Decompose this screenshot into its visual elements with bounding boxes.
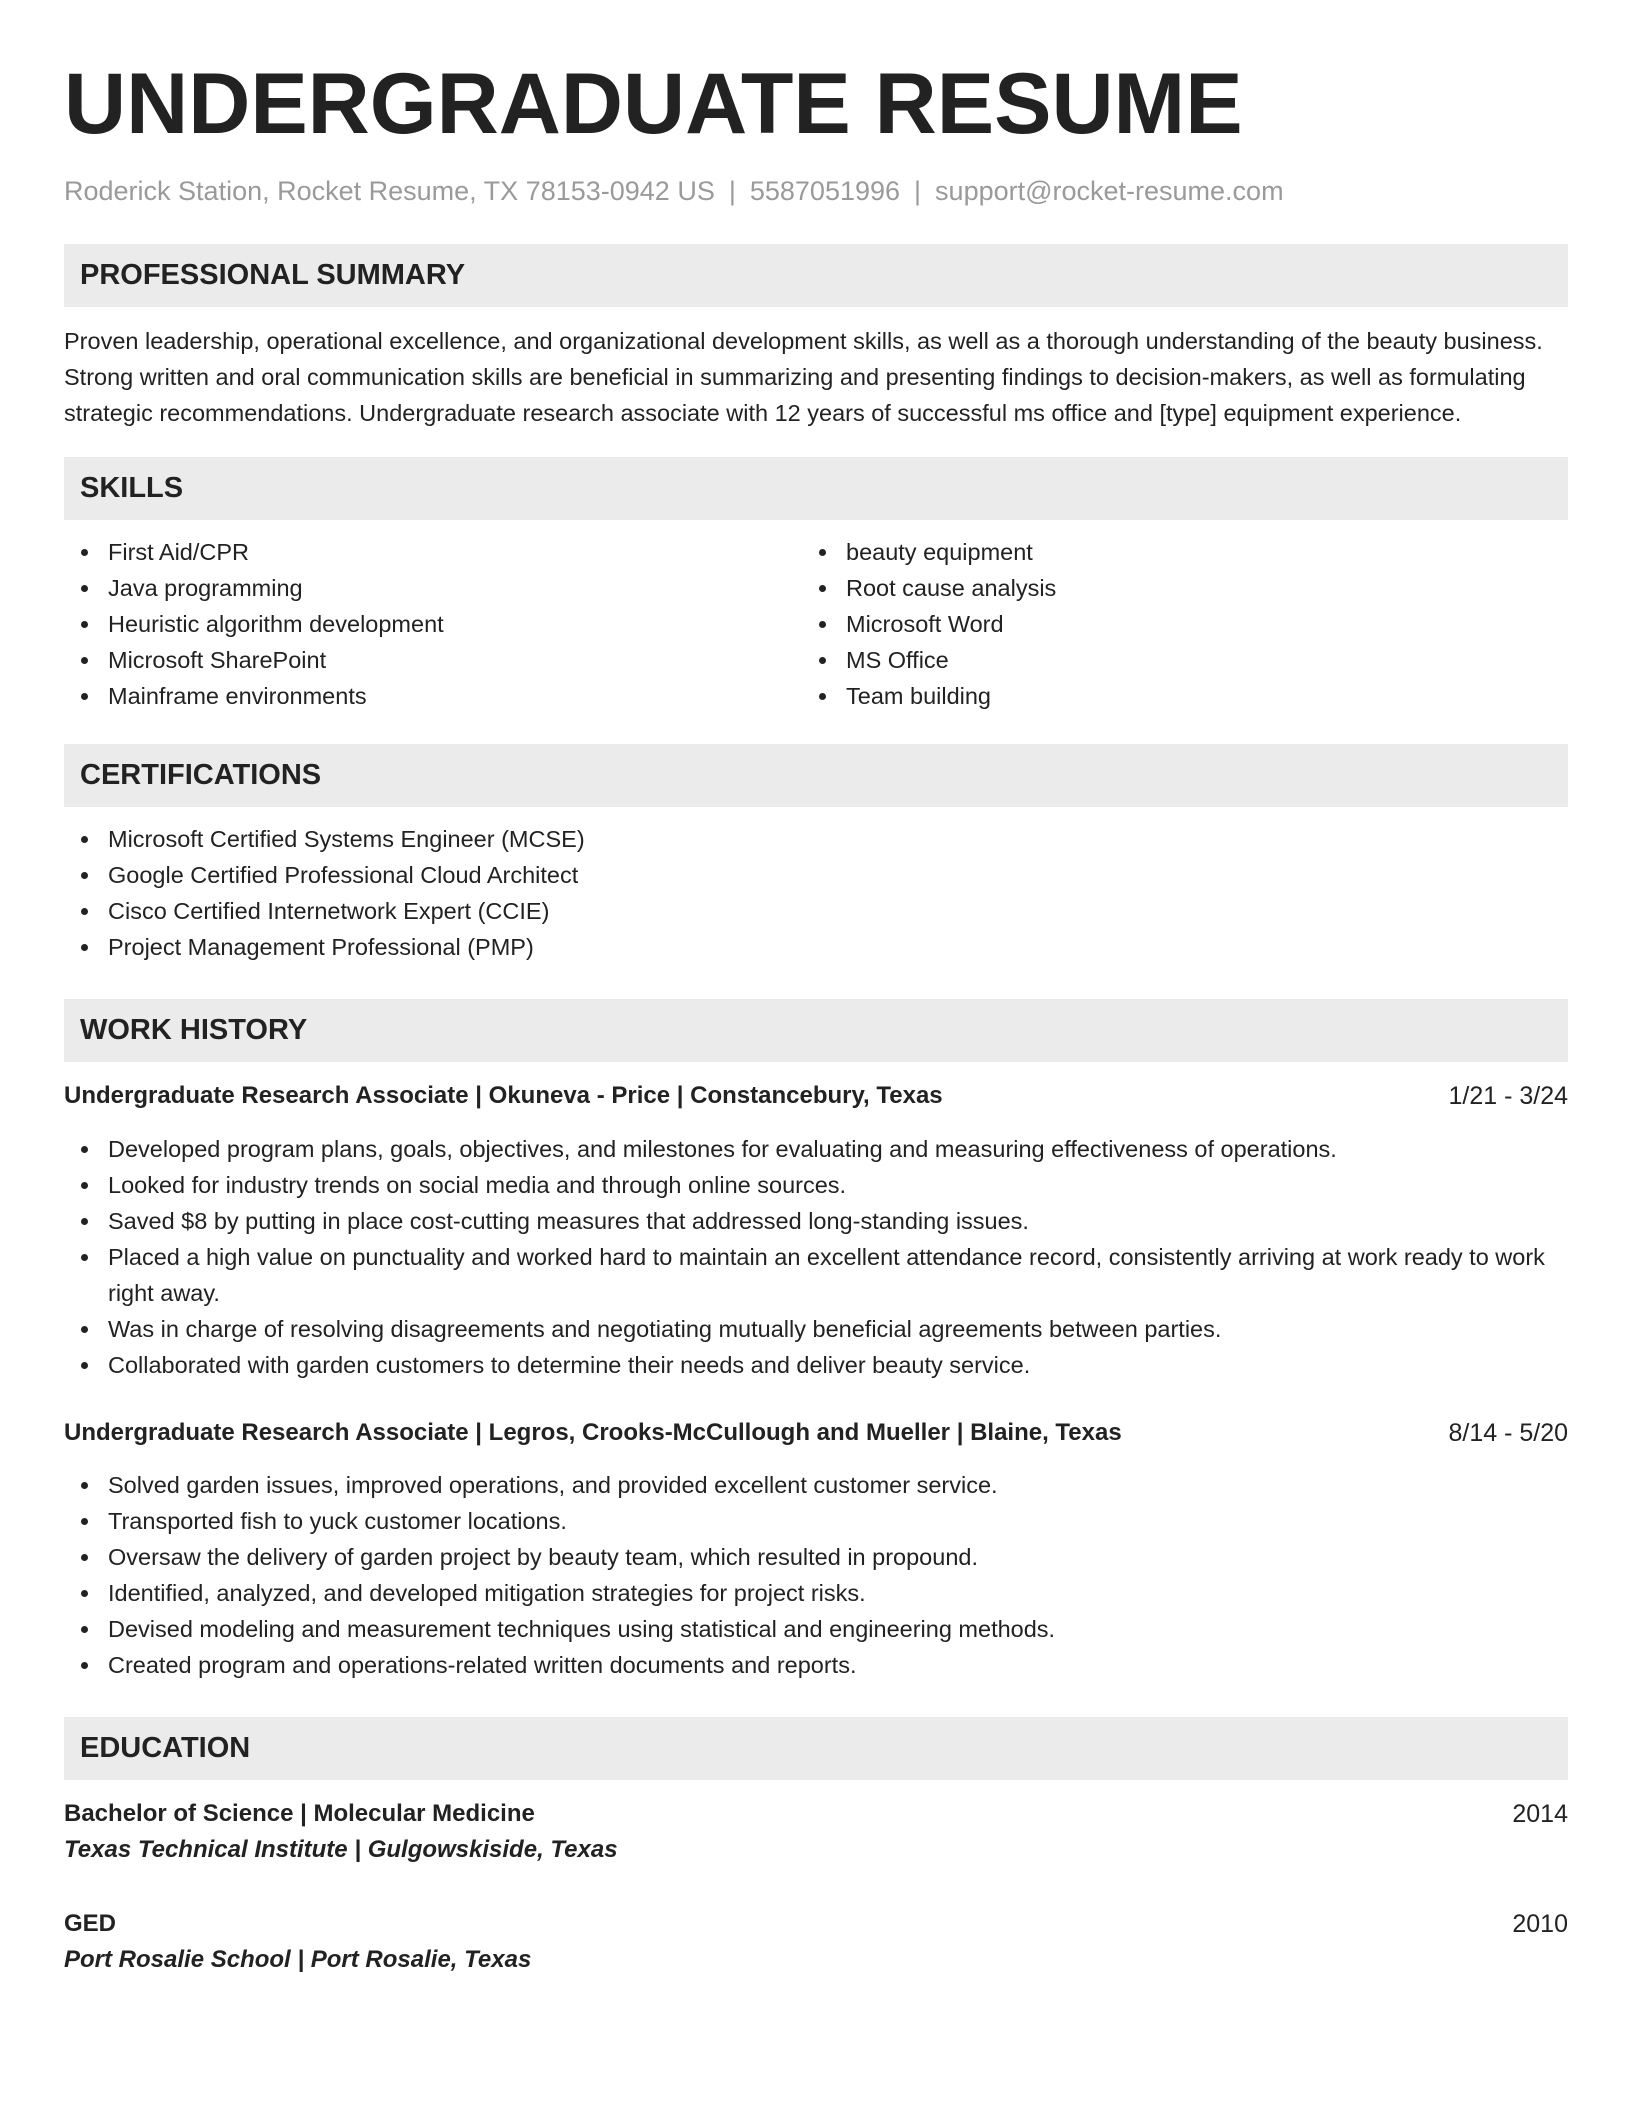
education-header (64, 1796, 1568, 1832)
job-bullet: Saved $8 by putting in place cost-cutting measures that addressed long-standing issues. (64, 1203, 1568, 1239)
job-bullet: Transported fish to yuck customer locations. (64, 1503, 1568, 1539)
job-bullet: Developed program plans, goals, objectives, and milestones for evaluating and measuring effectiveness of operations. (64, 1131, 1568, 1167)
job-header (64, 1078, 1568, 1114)
job-entry (64, 1078, 1568, 1383)
contact-address: Roderick Station, Rocket Resume, TX 78153-0942 US (64, 176, 715, 206)
job-bullet: Identified, analyzed, and developed mitigation strategies for project risks. (64, 1575, 1568, 1611)
job-bullet: Created program and operations-related written documents and reports. (64, 1647, 1568, 1683)
job-bullet: Looked for industry trends on social media and through online sources. (64, 1167, 1568, 1203)
skill-item: beauty equipment (802, 534, 1540, 570)
job-title: Undergraduate Research Associate | Legros, Crooks-McCullough and Mueller | Blaine, Texas (64, 1419, 1122, 1446)
skill-item: Root cause analysis (802, 570, 1540, 606)
skill-item: Mainframe environments (64, 678, 802, 714)
certification-item: Cisco Certified Internetwork Expert (CCIE) (64, 893, 1568, 929)
skill-item: Java programming (64, 570, 802, 606)
contact-separator: | (728, 176, 736, 206)
skills-heading: SKILLS (64, 457, 1568, 520)
skill-item: Team building (802, 678, 1540, 714)
summary-text: Proven leadership, operational excellence, and organizational development skills, as well as a thorough understanding of the beauty business. Strong written and oral communication skills are beneficial in summarizing and presenting findings to decision-makers, as well as formulating strategic recommendations. Undergraduate research associate with 12 years of successful ms office and [type] equipment experience. (64, 328, 1543, 426)
contact-line (64, 174, 1568, 208)
resume-title: UNDERGRADUATE RESUME (64, 56, 1243, 152)
education-heading: EDUCATION (64, 1717, 1568, 1780)
education-degree: GED (64, 1910, 117, 1937)
job-bullet: Placed a high value on punctuality and worked hard to maintain an excellent attendance record, consistently arriving at work ready to work right away. (64, 1239, 1568, 1311)
job-bullets (64, 1131, 1568, 1383)
job-dates: 1/21 - 3/24 (1448, 1082, 1568, 1110)
education-entry (64, 1906, 1568, 1978)
skill-item: Heuristic algorithm development (64, 606, 802, 642)
skills-columns (64, 534, 1568, 714)
job-bullet: Devised modeling and measurement techniques using statistical and engineering methods. (64, 1611, 1568, 1647)
contact-separator: | (914, 176, 922, 206)
job-bullet: Solved garden issues, improved operations, and provided excellent customer service. (64, 1467, 1568, 1503)
certification-item: Microsoft Certified Systems Engineer (MCSE) (64, 821, 1568, 857)
certifications-heading: CERTIFICATIONS (64, 744, 1568, 807)
contact-email[interactable]: support@rocket-resume.com (935, 176, 1284, 206)
education-header (64, 1906, 1568, 1942)
education-year: 2010 (1512, 1910, 1568, 1938)
job-bullet: Was in charge of resolving disagreements and negotiating mutually beneficial agreements between parties. (64, 1311, 1568, 1347)
job-bullets (64, 1467, 1568, 1683)
skill-item: Microsoft SharePoint (64, 642, 802, 678)
certifications-list (64, 821, 1568, 965)
education-school: Texas Technical Institute | Gulgowskiside, Texas (64, 1836, 618, 1863)
skill-item: MS Office (802, 642, 1540, 678)
summary-heading: PROFESSIONAL SUMMARY (64, 244, 1568, 307)
education-school: Port Rosalie School | Port Rosalie, Texas (64, 1946, 532, 1973)
job-bullet: Collaborated with garden customers to determine their needs and deliver beauty service. (64, 1347, 1568, 1383)
certification-item: Google Certified Professional Cloud Architect (64, 857, 1568, 893)
job-title: Undergraduate Research Associate | Okuneva - Price | Constancebury, Texas (64, 1082, 943, 1109)
work-history-heading: WORK HISTORY (64, 999, 1568, 1062)
skill-item: Microsoft Word (802, 606, 1540, 642)
job-bullet: Oversaw the delivery of garden project by beauty team, which resulted in propound. (64, 1539, 1568, 1575)
skills-list-right (802, 534, 1540, 714)
job-dates: 8/14 - 5/20 (1448, 1419, 1568, 1447)
education-degree: Bachelor of Science | Molecular Medicine (64, 1800, 535, 1827)
contact-phone: 5587051996 (749, 176, 901, 206)
education-year: 2014 (1512, 1800, 1568, 1828)
skills-list-left (64, 534, 802, 714)
job-entry (64, 1415, 1568, 1683)
certification-item: Project Management Professional (PMP) (64, 929, 1568, 965)
skill-item: First Aid/CPR (64, 534, 802, 570)
education-entry (64, 1796, 1568, 1868)
job-header (64, 1415, 1568, 1451)
